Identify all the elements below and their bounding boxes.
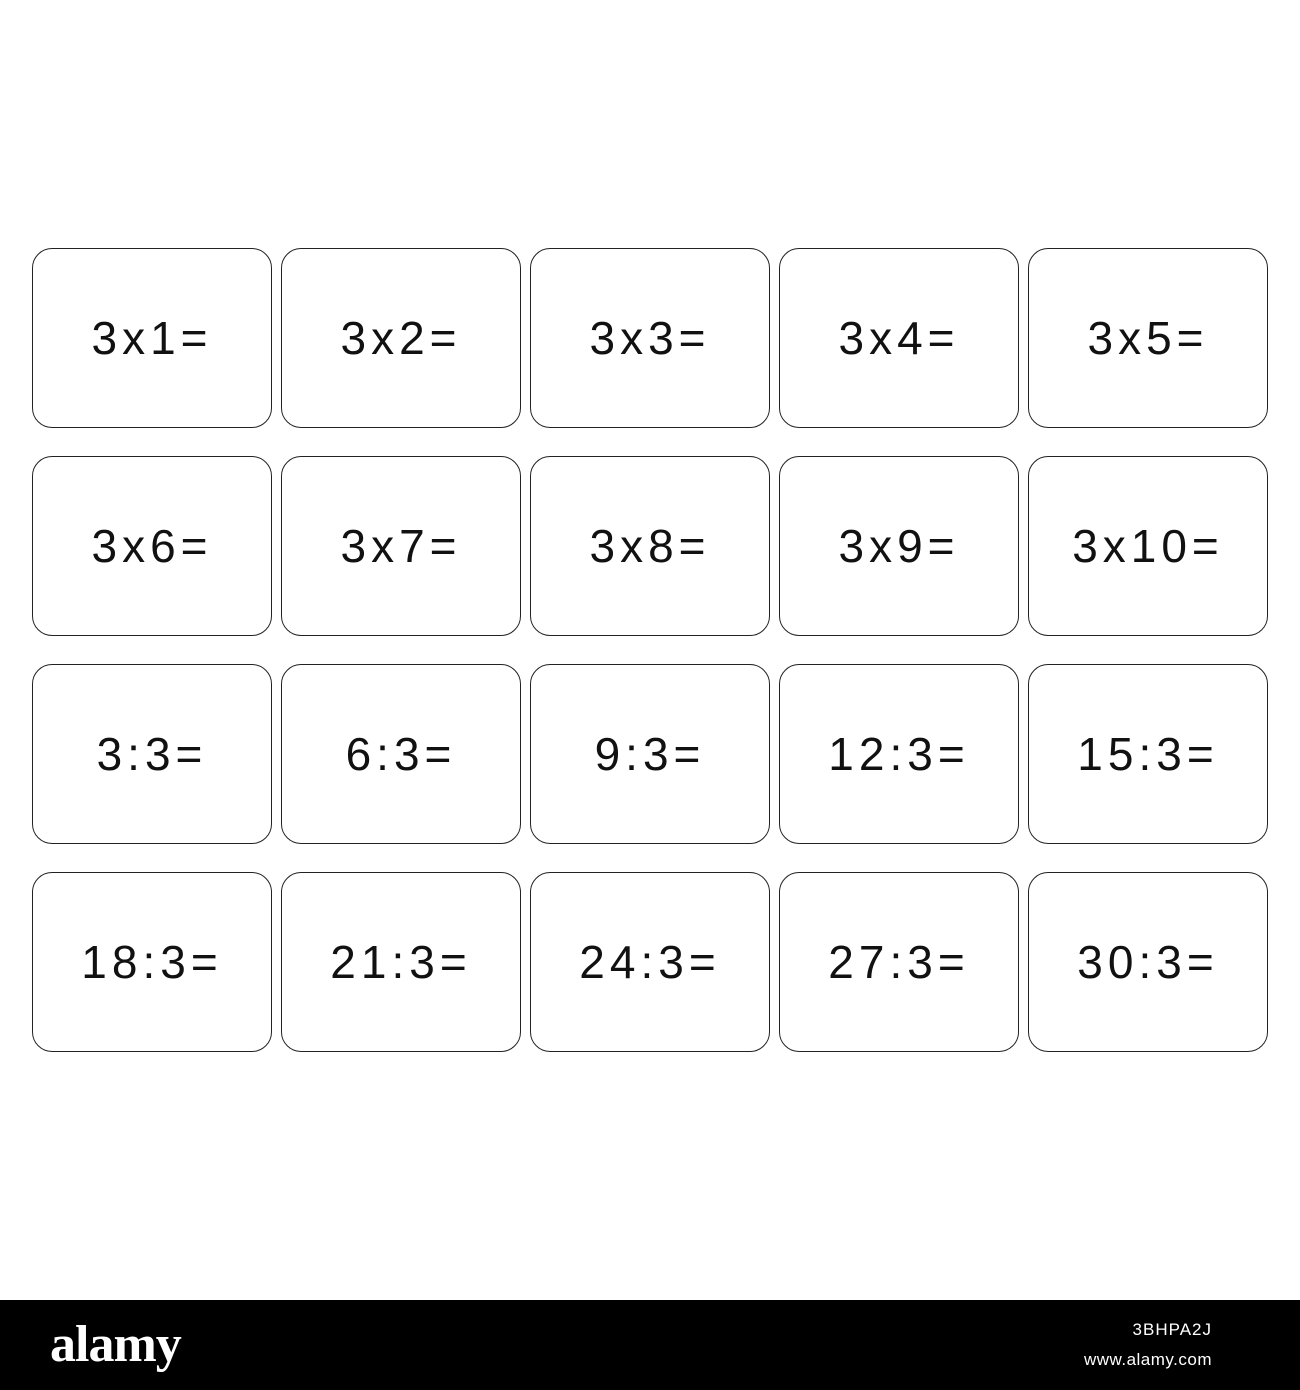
flashcard: [281, 248, 521, 428]
equation-text: 3x10=: [1072, 520, 1224, 572]
equation-text: 3x6=: [91, 520, 213, 572]
flashcard: [281, 664, 521, 844]
site-url: www.alamy.com: [1083, 1350, 1212, 1369]
equation-text: 30:3=: [1077, 936, 1219, 988]
equation-text: 3x4=: [838, 312, 960, 364]
flashcard-grid: [32, 248, 1268, 1052]
flashcard: [1028, 664, 1268, 844]
flashcard: [779, 872, 1019, 1052]
equation-text: 3x7=: [340, 520, 462, 572]
equation-text: 3x3=: [589, 312, 711, 364]
equation-text: 3x2=: [340, 312, 462, 364]
equation-text: 3x5=: [1087, 312, 1209, 364]
flashcard: [32, 664, 272, 844]
equation-text: 27:3=: [828, 936, 970, 988]
equation-text: 15:3=: [1077, 728, 1219, 780]
equation-text: 3x1=: [91, 312, 213, 364]
alamy-logo: alamy: [50, 1315, 181, 1373]
flashcard: [530, 456, 770, 636]
equation-text: 6:3=: [345, 728, 457, 780]
image-id: 3BHPA2J: [1132, 1320, 1212, 1339]
equation-text: 24:3=: [579, 936, 721, 988]
equation-text: 3x8=: [589, 520, 711, 572]
flashcard: [779, 248, 1019, 428]
flashcard: [779, 664, 1019, 844]
flashcard: [1028, 248, 1268, 428]
flashcard: [32, 248, 272, 428]
flashcard: [281, 872, 521, 1052]
flashcard: [281, 456, 521, 636]
flashcard: [530, 872, 770, 1052]
flashcard: [32, 872, 272, 1052]
flashcard: [32, 456, 272, 636]
equation-text: 12:3=: [828, 728, 970, 780]
equation-text: 18:3=: [81, 936, 223, 988]
equation-text: 9:3=: [594, 728, 706, 780]
watermark-footer: [0, 1300, 1300, 1390]
equation-text: 3:3=: [96, 728, 208, 780]
flashcard: [530, 664, 770, 844]
equation-text: 21:3=: [330, 936, 472, 988]
equation-text: 3x9=: [838, 520, 960, 572]
flashcard: [530, 248, 770, 428]
flashcard: [1028, 456, 1268, 636]
flashcard: [779, 456, 1019, 636]
flashcard: [1028, 872, 1268, 1052]
